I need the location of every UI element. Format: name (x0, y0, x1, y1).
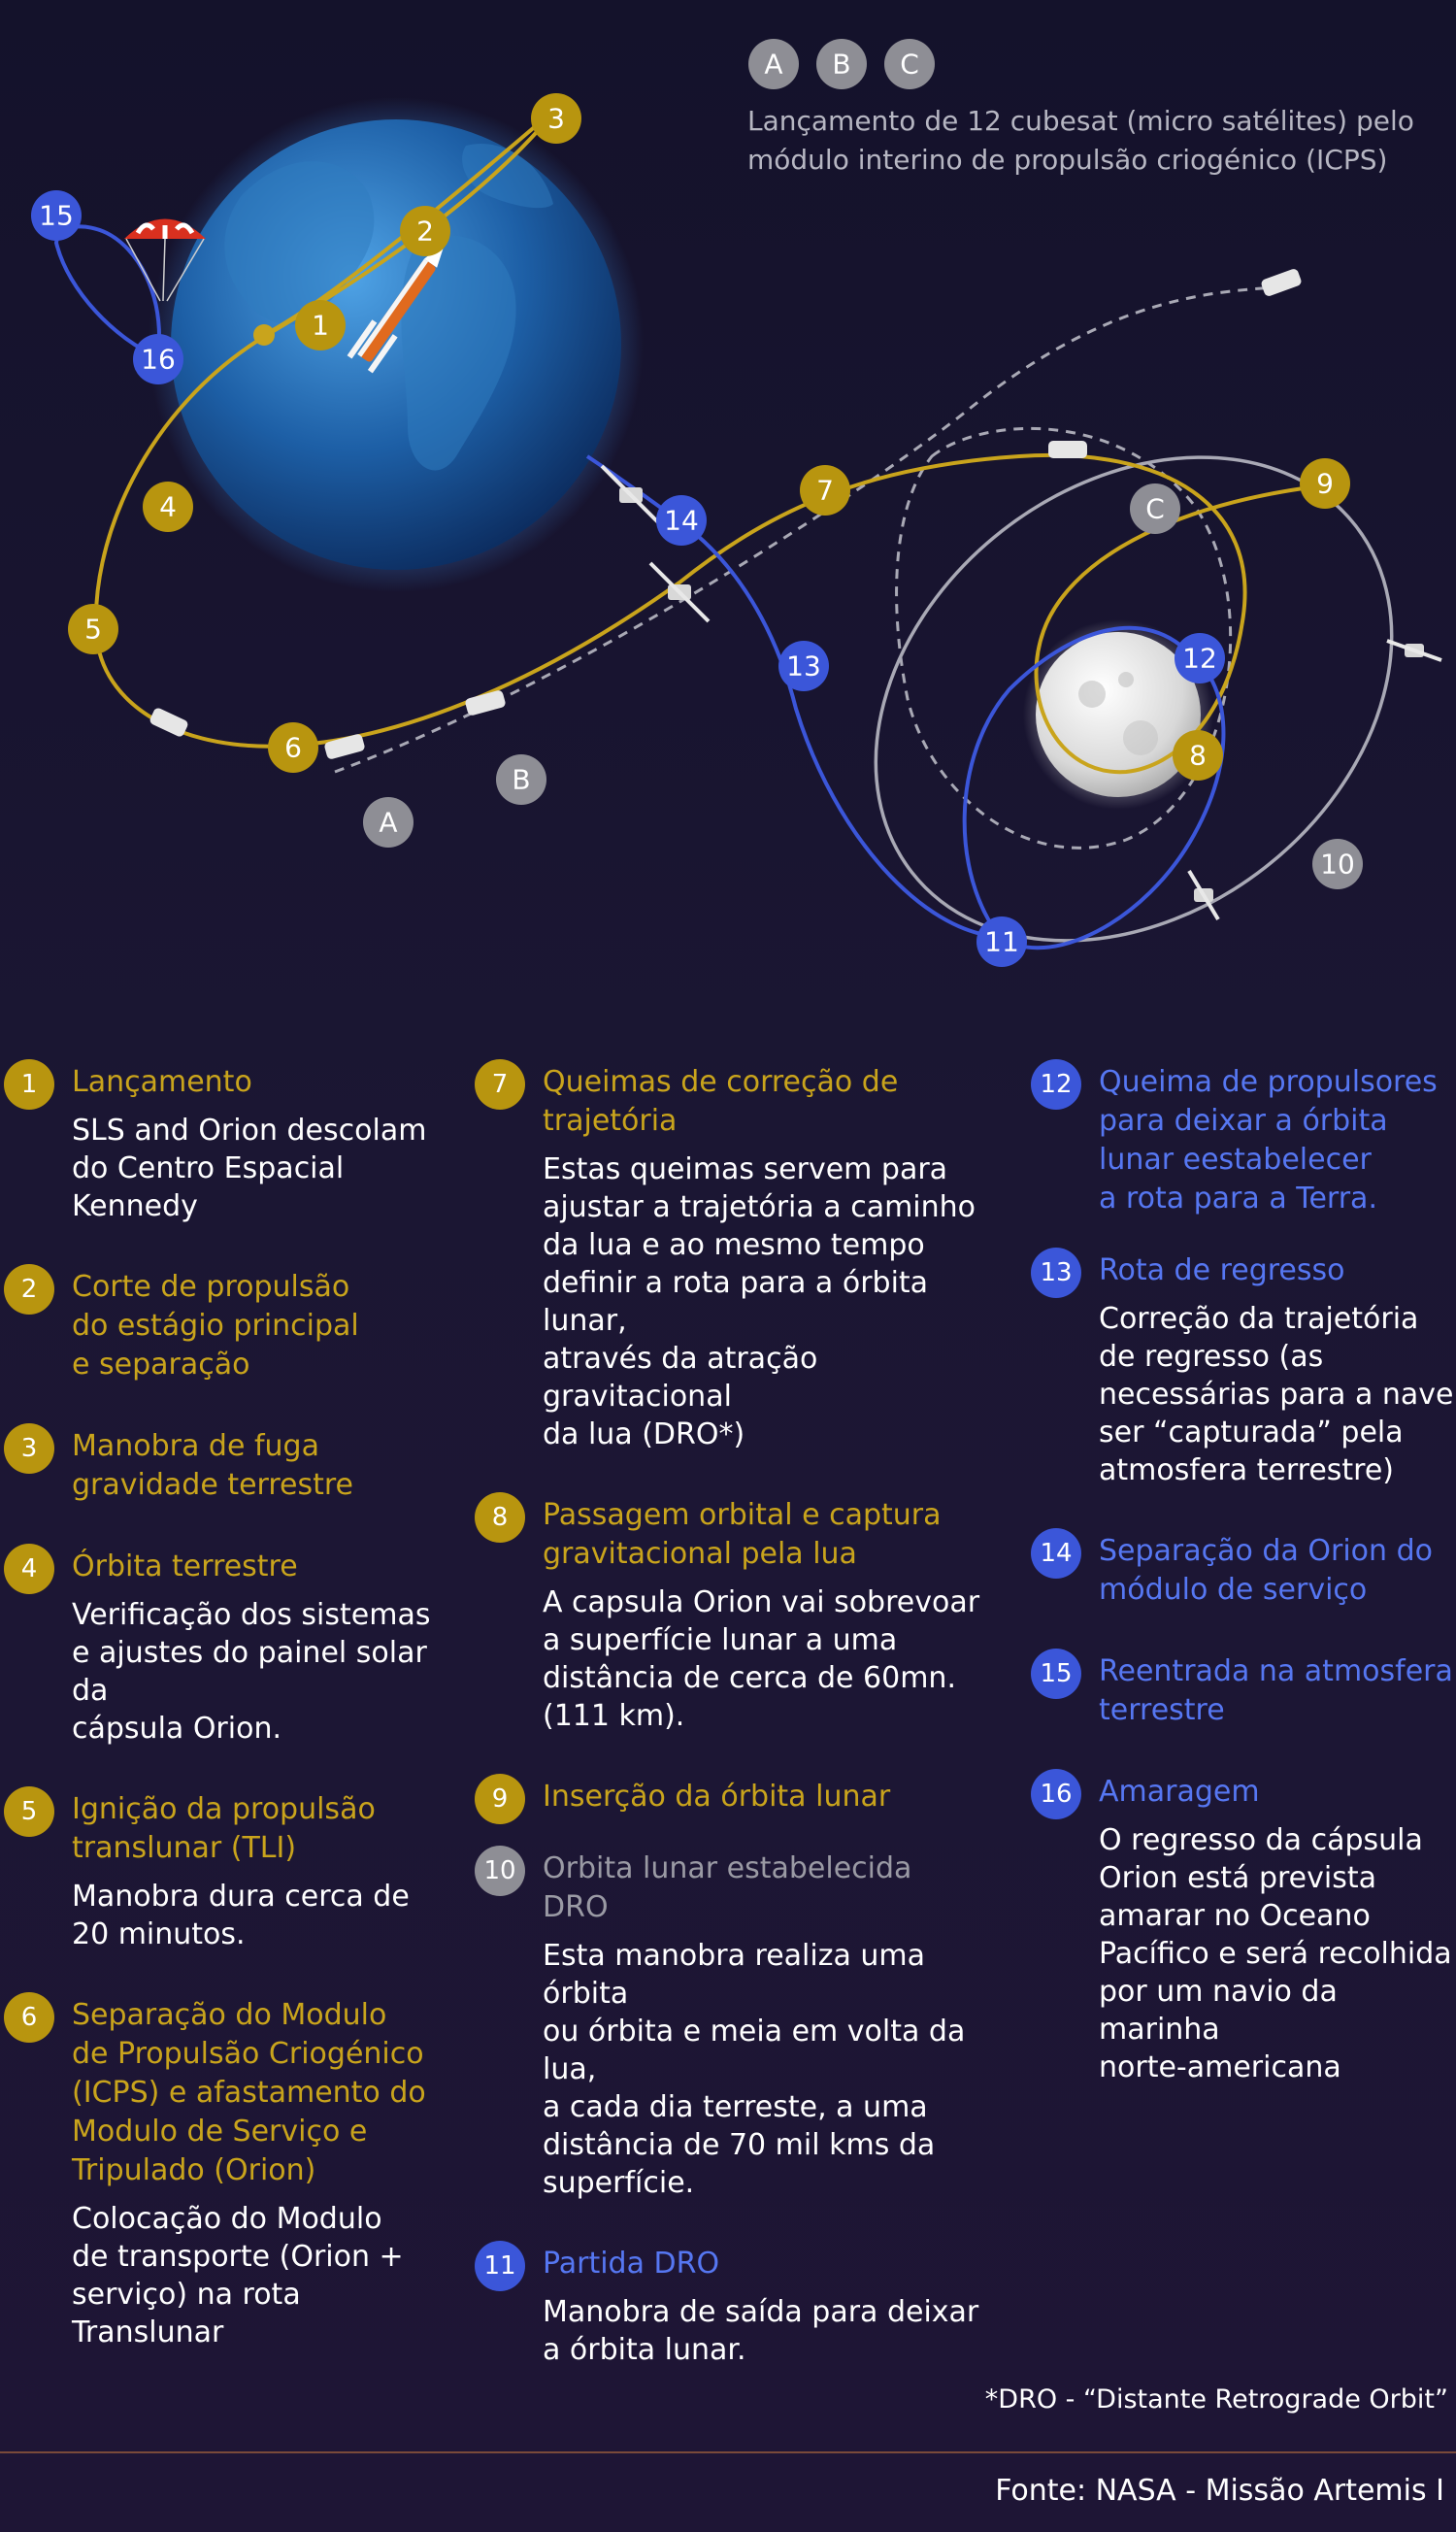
step-number: 3 (4, 1423, 54, 1474)
svg-text:2: 2 (416, 215, 434, 248)
svg-text:4: 4 (159, 490, 177, 523)
svg-text:C: C (1145, 492, 1165, 525)
step-5 (0, 1790, 466, 1953)
step-15 (1027, 1652, 1456, 1730)
dro-footnote: *DRO - “Distante Retrograde Orbit” (984, 2384, 1448, 2415)
svg-text:8: 8 (1189, 739, 1207, 772)
marker-c (1130, 483, 1180, 534)
legend-marker-c (884, 39, 935, 89)
marker-a (363, 797, 414, 848)
step-11 (471, 2245, 1014, 2369)
step-title: Orbita lunar estabelecida DRO (543, 1851, 912, 1924)
earth-icon (149, 97, 644, 592)
marker-1 (295, 300, 346, 350)
svg-text:7: 7 (816, 474, 834, 507)
step-14 (1027, 1532, 1456, 1610)
step-7 (471, 1063, 1014, 1453)
step-number: 15 (1031, 1649, 1081, 1699)
step-number: 14 (1031, 1528, 1081, 1579)
marker-10 (1312, 839, 1363, 889)
step-title: Rota de regresso (1099, 1253, 1345, 1287)
step-title: Reentrada na atmosfera terrestre (1099, 1654, 1453, 1727)
divider (0, 2451, 1456, 2453)
step-number: 7 (475, 1059, 525, 1110)
marker-7 (800, 465, 850, 516)
step-title: Lançamento (72, 1065, 252, 1099)
step-number: 10 (475, 1846, 525, 1896)
svg-text:11: 11 (984, 925, 1019, 958)
step-description: O regresso da cápsula Orion está prevista amarar no Oceano Pacífico e será recolhida por um navio da marinha norte-americana (1099, 1823, 1452, 2084)
step-title: Passagem orbital e captura gravitacional pela lua (543, 1498, 942, 1571)
step-description: Estas queimas servem para ajustar a trajetória a caminho da lua e ao mesmo tempo definir a rota para a órbita lunar, através da atração gravitacional da lua (DRO*) (543, 1152, 976, 1451)
step-number: 8 (475, 1492, 525, 1543)
step-description: Correção da trajetória de regresso (as necessárias para a nave ser “capturada” pela atmosfera terrestre) (1099, 1302, 1454, 1487)
marker-16 (133, 334, 183, 384)
step-title: Queimas de correção de trajetória (543, 1065, 899, 1138)
svg-text:B: B (832, 48, 851, 81)
step-title: Corte de propulsão do estágio principal e separação (72, 1270, 359, 1382)
marker-13 (778, 641, 829, 691)
reentry-path (56, 226, 159, 357)
svg-text:1: 1 (312, 309, 329, 342)
marker-14 (656, 495, 707, 546)
step-3 (0, 1427, 466, 1505)
step-title: Órbita terrestre (72, 1549, 298, 1583)
step-9 (471, 1778, 1014, 1816)
source-credit: Fonte: NASA - Missão Artemis I (995, 2474, 1444, 2508)
steps-column-3 (1027, 1063, 1456, 2086)
step-title: Inserção da órbita lunar (543, 1780, 891, 1814)
cubesat-note: Lançamento de 12 cubesat (micro satélites) pelo módulo interino de propulsão criogénico (ICPS) (747, 105, 1414, 176)
step-16 (1027, 1773, 1456, 2086)
step-description: Manobra de saída para deixar a órbita lunar. (543, 2295, 979, 2367)
svg-text:A: A (764, 48, 783, 81)
svg-text:C: C (900, 48, 919, 81)
svg-text:6: 6 (284, 731, 302, 764)
marker-b (496, 754, 546, 805)
marker-8 (1173, 730, 1223, 781)
step-number: 5 (4, 1786, 54, 1837)
marker-2 (400, 206, 450, 256)
marker-4 (143, 482, 193, 532)
marker-6 (268, 722, 318, 773)
step-title: Queima de propulsores para deixar a órbita lunar eestabelecer a rota para a Terra. (1099, 1065, 1438, 1216)
step-title: Separação da Orion do módulo de serviço (1099, 1534, 1433, 1607)
svg-text:12: 12 (1182, 642, 1217, 675)
legend-marker-a (748, 39, 799, 89)
step-number: 16 (1031, 1769, 1081, 1819)
step-description: Manobra dura cerca de 20 minutos. (72, 1880, 410, 1951)
svg-text:10: 10 (1320, 848, 1355, 881)
marker-11 (976, 916, 1027, 967)
step-number: 2 (4, 1264, 54, 1315)
step-1 (0, 1063, 466, 1225)
svg-text:14: 14 (664, 504, 699, 537)
launch-point (253, 324, 275, 346)
step-title: Partida DRO (543, 2247, 720, 2281)
step-12 (1027, 1063, 1456, 1218)
step-10 (471, 1849, 1014, 2202)
svg-text:9: 9 (1316, 467, 1334, 500)
steps-column-2 (471, 1063, 1014, 2369)
step-description: Colocação do Modulo de transporte (Orion + serviço) na rota Translunar (72, 2202, 404, 2349)
step-description: SLS and Orion descolam do Centro Espacial Kennedy (72, 1114, 427, 1223)
step-13 (1027, 1251, 1456, 1489)
marker-9 (1300, 458, 1350, 509)
legend-marker-b (816, 39, 867, 89)
step-description: A capsula Orion vai sobrevoar a superfície lunar a uma distância de cerca de 60mn. (111 km). (543, 1585, 980, 1733)
step-title: Separação do Modulo de Propulsão Criogénico (ICPS) e afastamento do Modulo de Serviço e Tripulado (Orion) (72, 1998, 426, 2187)
step-4 (0, 1548, 466, 1748)
step-number: 6 (4, 1992, 54, 2043)
svg-text:B: B (512, 763, 531, 796)
svg-text:5: 5 (84, 613, 102, 646)
step-number: 11 (475, 2241, 525, 2291)
step-description: Esta manobra realiza uma órbita ou órbita e meia em volta da lua, a cada dia terreste, a uma distância de 70 mil kms da superfície. (543, 1939, 966, 2200)
return-cruise (587, 456, 1000, 937)
step-title: Manobra de fuga gravidade terrestre (72, 1429, 353, 1502)
svg-text:3: 3 (547, 102, 565, 135)
step-8 (471, 1496, 1014, 1735)
step-title: Ignição da propulsão translunar (TLI) (72, 1792, 376, 1865)
step-number: 1 (4, 1059, 54, 1110)
svg-text:13: 13 (786, 650, 821, 683)
step-number: 9 (475, 1774, 525, 1824)
svg-text:15: 15 (39, 199, 74, 232)
steps-column-1 (0, 1063, 466, 2351)
marker-5 (68, 604, 118, 654)
step-6 (0, 1996, 466, 2351)
marker-3 (531, 93, 581, 144)
svg-text:A: A (379, 806, 398, 839)
step-description: Verificação dos sistemas e ajustes do painel solar da cápsula Orion. (72, 1598, 431, 1746)
step-number: 4 (4, 1544, 54, 1594)
step-title: Amaragem (1099, 1775, 1260, 1809)
marker-15 (31, 190, 82, 241)
step-2 (0, 1268, 466, 1384)
step-number: 12 (1031, 1059, 1081, 1110)
marker-12 (1175, 633, 1225, 683)
svg-text:16: 16 (141, 343, 176, 376)
step-number: 13 (1031, 1248, 1081, 1298)
